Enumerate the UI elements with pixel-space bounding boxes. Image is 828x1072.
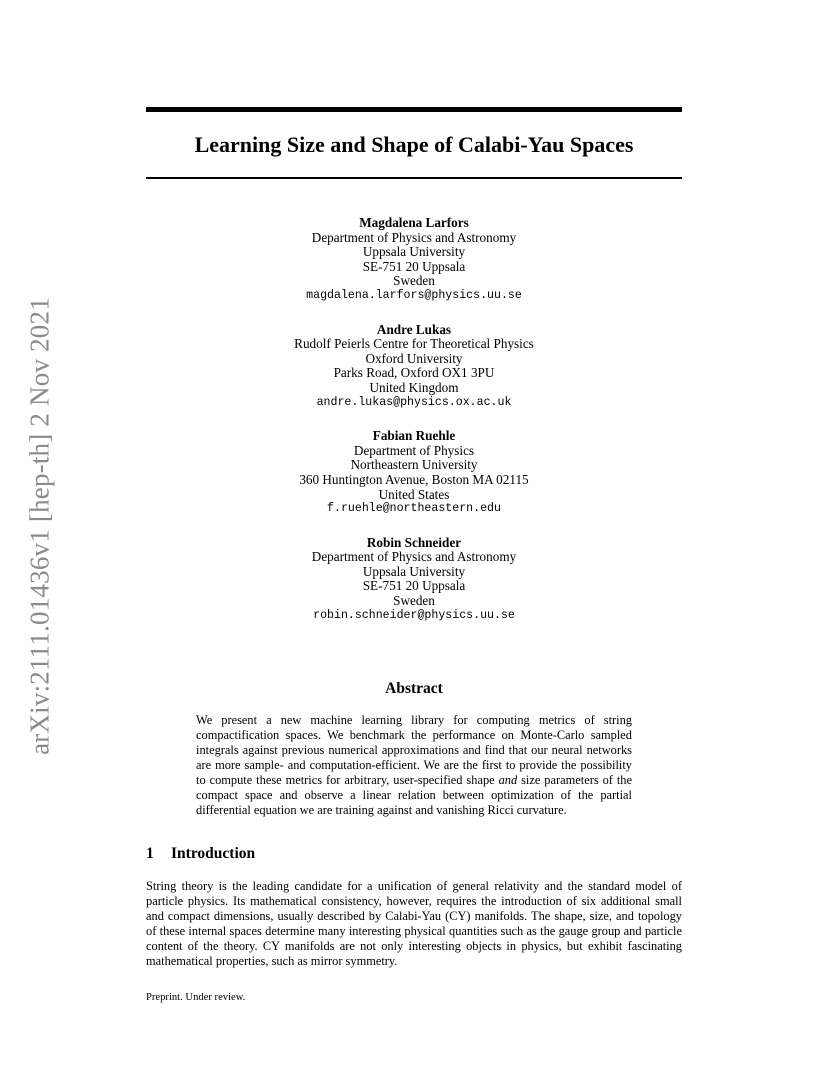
affiliation-line: Oxford University (365, 350, 463, 366)
paper-title: Learning Size and Shape of Calabi-Yau Spaces (194, 132, 634, 157)
section-number: 1 (146, 845, 154, 862)
author-block (146, 323, 682, 411)
affiliation-line: Department of Physics and Astronomy (311, 549, 517, 565)
author-name: Andre Lukas (376, 321, 452, 337)
abstract-text-part: We present a new machine learning library for computing metrics of string compactification spaces. We benchmark the performance on Monte-Carlo sampled integrals against previous numerical approximations and find that our neural networks are more sample- and computation-efficient. We are the first to provide the possibility to compute these metrics for arbitrary, user-specified shape (196, 713, 632, 787)
author-email[interactable]: andre.lukas@physics.ox.ac.uk (316, 395, 512, 409)
affiliation-line: United States (378, 486, 450, 502)
title-bottom-rule (146, 177, 682, 179)
author-name: Robin Schneider (366, 534, 462, 550)
affiliation-line: Northeastern University (350, 457, 478, 473)
affiliation-line: Uppsala University (362, 244, 466, 260)
author-name: Magdalena Larfors (359, 215, 469, 230)
affiliation-line: Sweden (393, 273, 435, 289)
affiliation-line: Rudolf Peierls Centre for Theoretical Physics (294, 336, 534, 352)
preprint-footer: Preprint. Under review. (146, 992, 246, 1003)
affiliation-line: Department of Physics (353, 442, 475, 458)
affiliation-line: 360 Huntington Avenue, Boston MA 02115 (299, 471, 529, 487)
abstract-heading: Abstract (385, 680, 443, 697)
affiliation-line: Department of Physics and Astronomy (311, 229, 517, 245)
affiliation-line: Uppsala University (362, 563, 466, 579)
author-email[interactable]: robin.schneider@physics.uu.se (313, 608, 515, 622)
affiliation-line: Sweden (393, 593, 435, 609)
author-email[interactable]: f.ruehle@northeastern.edu (327, 502, 501, 516)
section-title: Introduction (171, 845, 256, 862)
author-block (146, 429, 682, 517)
author-block (146, 536, 682, 624)
affiliation-line: Parks Road, Oxford OX1 3PU (333, 365, 495, 381)
affiliation-line: SE-751 20 Uppsala (362, 258, 466, 274)
section-heading (146, 845, 682, 863)
arxiv-identifier: arXiv:2111.01436v1 [hep-th] 2 Nov 2021 (24, 297, 55, 755)
abstract-text (196, 713, 632, 818)
title-top-rule (146, 107, 682, 112)
abstract-emphasis: and (498, 773, 518, 787)
author-block (146, 216, 682, 304)
author-list (146, 216, 682, 642)
author-name: Fabian Ruehle (372, 428, 456, 444)
affiliation-line: United Kingdom (369, 379, 459, 395)
affiliation-line: SE-751 20 Uppsala (362, 578, 466, 594)
introduction-paragraph: String theory is the leading candidate for a unification of general relativity and the standard model of particle physics. Its mathematical consistency, however, requires the introduction of six additional small and compact dimensions, usually described by Calabi-Yau (CY) manifolds. The shape, size, and topology of these internal spaces determine many interesting physical quantities such as the gauge group and particle content of the theory. CY manifolds are not only interesting objects in physics, but exhibit fascinating mathematical properties, such as mirror symmetry. (146, 879, 682, 968)
abstract-text-part: size parameters of the compact space and observe a linear relation between optimization of the partial differential equation we are training against and vanishing Ricci curvature. (196, 773, 632, 817)
author-email[interactable]: magdalena.larfors@physics.uu.se (306, 288, 522, 302)
